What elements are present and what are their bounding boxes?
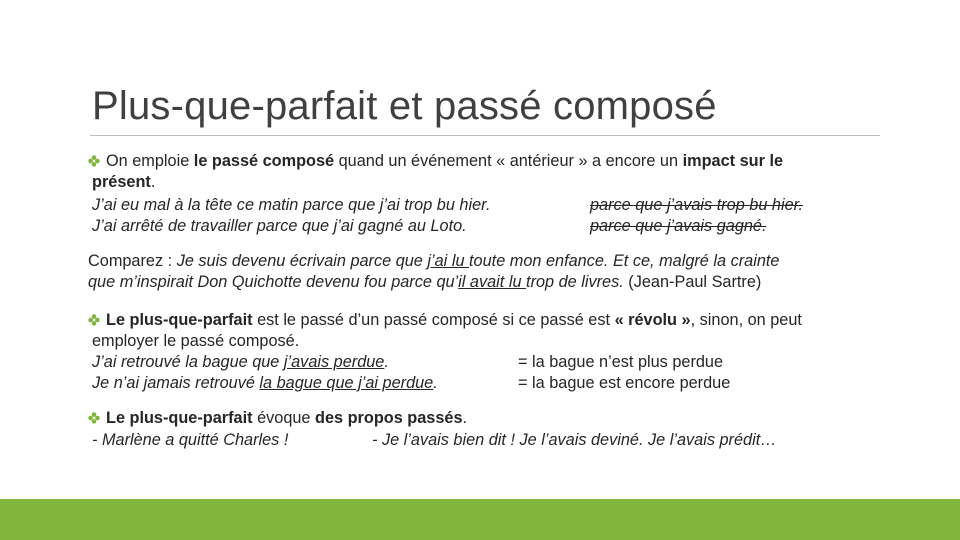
compare-paragraph: Comparez : Je suis devenu écrivain parce que j’ai lu toute mon enfance. Et ce, malgré la crainte [88, 252, 780, 270]
title-divider [90, 135, 880, 136]
example-gloss: = la bague n’est plus perdue [518, 353, 724, 371]
dialogue-reply: - Je l’avais bien dit ! Je l’avais deviné. Je l’avais prédit… [372, 431, 777, 449]
dialogue-line: - Marlène a quitté Charles ! [92, 431, 289, 449]
bullet-continuation: présent. [92, 173, 156, 191]
diamond-bullet-icon [88, 155, 100, 167]
compare-paragraph-line2: que m’inspirait Don Quichotte devenu fou parce qu’il avait lu trop de livres. (Jean-Paul Sartre) [88, 273, 762, 291]
struck-alternative: parce que j’avais gagné. [590, 217, 767, 235]
slide-title: Plus-que-parfait et passé composé [92, 84, 717, 128]
bullet-continuation: employer le passé composé. [92, 332, 300, 350]
example-line: Je n’ai jamais retrouvé la bague que j’ai perdue. [92, 374, 438, 392]
footer-accent-bar [0, 499, 960, 540]
example-line: J’ai retrouvé la bague que j’avais perdue. [92, 353, 389, 371]
struck-alternative: parce que j’avais trop bu hier. [590, 196, 803, 214]
example-line: J’ai arrêté de travailler parce que j’ai gagné au Loto. [92, 217, 467, 235]
bullet-passe-compose: On emploie le passé composé quand un événement « antérieur » a encore un impact sur le [88, 151, 783, 171]
example-line: J’ai eu mal à la tête ce matin parce que j’ai trop bu hier. [92, 196, 491, 214]
bullet-plus-que-parfait: Le plus-que-parfait est le passé d’un passé composé si ce passé est « révolu », sinon, on peut [88, 310, 802, 330]
bullet-propos-passes: Le plus-que-parfait évoque des propos passés. [88, 408, 467, 428]
diamond-bullet-icon [88, 412, 100, 424]
diamond-bullet-icon [88, 314, 100, 326]
example-gloss: = la bague est encore perdue [518, 374, 731, 392]
